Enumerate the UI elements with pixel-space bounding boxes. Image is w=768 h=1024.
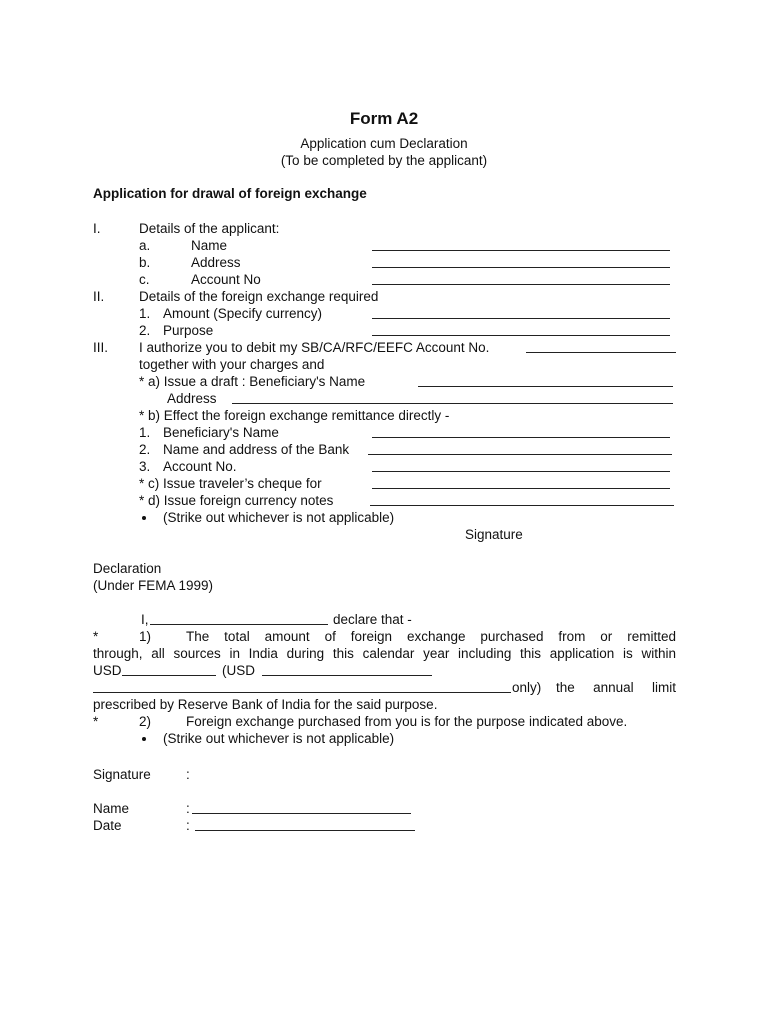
- declaration-title: Declaration: [93, 561, 162, 576]
- cheque-label: * c) Issue traveler’s cheque for: [139, 476, 322, 491]
- item2-text: Foreign exchange purchased from you is for the purpose indicated above.: [186, 714, 628, 729]
- footer-date-label: Date: [93, 818, 122, 833]
- draft-beneficiary-line[interactable]: [418, 386, 673, 387]
- form-title: Form A2: [349, 109, 419, 128]
- usd-words-label: (USD: [222, 663, 255, 678]
- remit-account-line[interactable]: [372, 471, 670, 472]
- debit-account-line[interactable]: [526, 352, 676, 353]
- part1-label: Details of the applicant:: [139, 221, 280, 236]
- usd-words-continued-line[interactable]: [93, 692, 511, 693]
- form-subtitle-note: (To be completed by the applicant): [280, 153, 488, 168]
- remit-account-label: Account No.: [163, 459, 237, 474]
- remit-label: * b) Effect the foreign exchange remittance directly -: [139, 408, 450, 423]
- applicant-address-line[interactable]: [372, 267, 670, 268]
- item2-number: 2): [139, 714, 152, 729]
- applicant-account-label: Account No: [191, 272, 261, 287]
- only-label: only): [512, 680, 542, 695]
- amount-line[interactable]: [372, 318, 670, 319]
- declare-that-text: declare that -: [333, 612, 412, 627]
- declaration-subtitle: (Under FEMA 1999): [93, 578, 214, 593]
- draft-beneficiary-label: * a) Issue a draft : Beneficiary's Name: [139, 374, 366, 389]
- annual-limit-text: the annual limit: [556, 680, 676, 695]
- usd-words-line[interactable]: [262, 675, 432, 676]
- bullet-icon: [142, 737, 146, 741]
- item1-number: 1): [139, 629, 152, 644]
- usd-amount-line[interactable]: [122, 675, 216, 676]
- declaration-strike-note: (Strike out whichever is not applicable): [163, 731, 395, 746]
- part2-item-marker: 2.: [139, 323, 151, 338]
- remit-item-marker: 1.: [139, 425, 151, 440]
- footer-name-label: Name: [93, 801, 130, 816]
- charges-text: together with your charges and: [139, 357, 325, 372]
- declarant-name-line[interactable]: [150, 624, 328, 625]
- bullet-icon: [142, 516, 146, 520]
- notes-label: * d) Issue foreign currency notes: [139, 493, 334, 508]
- remit-beneficiary-label: Beneficiary's Name: [163, 425, 279, 440]
- footer-date-line[interactable]: [195, 830, 415, 831]
- applicant-account-line[interactable]: [372, 284, 670, 285]
- draft-address-label: Address: [167, 391, 217, 406]
- part1-item-marker: b.: [139, 255, 151, 270]
- footer-name-line[interactable]: [192, 813, 411, 814]
- cheque-line[interactable]: [372, 488, 670, 489]
- item1-line5: prescribed by Reserve Bank of India for the said purpose.: [93, 697, 438, 712]
- part3-numeral: III.: [93, 340, 109, 355]
- part2-item-marker: 1.: [139, 306, 151, 321]
- amount-label: Amount (Specify currency): [163, 306, 323, 321]
- form-subtitle: Application cum Declaration: [300, 136, 468, 151]
- item1-star: *: [93, 629, 99, 644]
- purpose-label: Purpose: [163, 323, 214, 338]
- authorize-text: I authorize you to debit my SB/CA/RFC/EEFC Account No.: [139, 340, 490, 355]
- footer-signature-label: Signature: [93, 767, 151, 782]
- part1-item-marker: c.: [139, 272, 150, 287]
- remit-bank-label: Name and address of the Bank: [163, 442, 350, 457]
- usd-label: USD: [93, 663, 122, 678]
- footer-name-colon: :: [186, 801, 190, 816]
- section-heading: Application for drawal of foreign exchange: [93, 186, 367, 201]
- part1-item-marker: a.: [139, 238, 151, 253]
- footer-signature-colon: :: [186, 767, 190, 782]
- remit-item-marker: 2.: [139, 442, 151, 457]
- purpose-line[interactable]: [372, 335, 670, 336]
- remit-bank-line[interactable]: [368, 454, 672, 455]
- applicant-name-label: Name: [191, 238, 228, 253]
- signature-label: Signature: [465, 527, 523, 542]
- item1-line2: through, all sources in India during this calendar year including this application is within: [93, 646, 676, 661]
- part1-numeral: I.: [93, 221, 101, 236]
- applicant-address-label: Address: [191, 255, 241, 270]
- notes-line[interactable]: [370, 505, 674, 506]
- remit-beneficiary-line[interactable]: [372, 437, 670, 438]
- part2-label: Details of the foreign exchange required: [139, 289, 379, 304]
- item2-star: *: [93, 714, 99, 729]
- part2-numeral: II.: [93, 289, 105, 304]
- declarant-prefix: I,: [141, 612, 149, 627]
- footer-date-colon: :: [186, 818, 190, 833]
- applicant-name-line[interactable]: [372, 250, 670, 251]
- draft-address-line[interactable]: [232, 403, 673, 404]
- remit-item-marker: 3.: [139, 459, 151, 474]
- item1-line1: The total amount of foreign exchange purchased from or remitted: [186, 629, 676, 644]
- strike-note: (Strike out whichever is not applicable): [163, 510, 395, 525]
